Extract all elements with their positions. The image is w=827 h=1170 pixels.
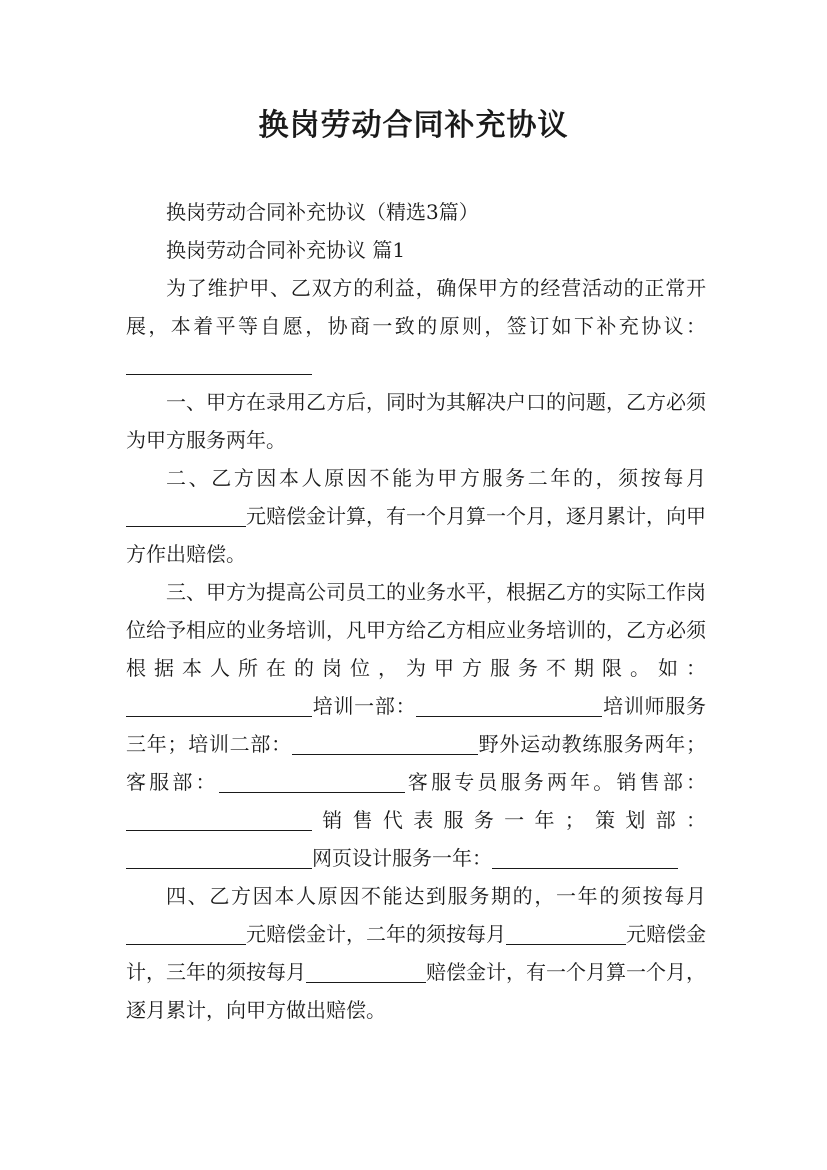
clause-2-text-1: 二、乙方因本人原因不能为甲方服务二年的，须按每月 — [166, 466, 706, 490]
clause-3-text-2: 培训一部： — [312, 694, 417, 718]
clause-3-text-4: 野外运动教练服务两年；客服部： — [126, 732, 707, 794]
training-dept-1-blank — [416, 692, 602, 717]
clause-3-text-7: 网页设计服务一年： — [312, 846, 492, 870]
sales-blank — [126, 806, 312, 831]
monthly-amount-blank — [126, 502, 246, 527]
clause-4-text-3: 元赔偿金计，三年的须按每月 — [126, 922, 706, 984]
intro-text: 为了维护甲、乙双方的利益，确保甲方的经营活动的正常开展，本着平等自愿，协商一致的原则，签订如下补充协议： — [126, 276, 706, 338]
clause-3 — [126, 573, 706, 877]
web-design-blank — [492, 844, 678, 869]
clause-3-text-3: 培训师服务三年；培训二部： — [126, 694, 707, 756]
two-year-amount-blank — [506, 920, 626, 945]
three-year-amount-blank — [306, 958, 426, 983]
section-heading: 换岗劳动合同补充协议 篇1 — [166, 238, 406, 262]
document-body — [126, 193, 706, 1029]
clause-2 — [126, 459, 706, 573]
intro-paragraph — [126, 269, 706, 383]
clause-4-text-4: 赔偿金计，有一个月算一个月，逐月累计，向甲方做出赔偿。 — [126, 960, 706, 1022]
clause-4-text-1: 四、乙方因本人原因不能达到服务期的，一年的须按每月 — [166, 884, 706, 908]
subtitle: 换岗劳动合同补充协议（精选3篇） — [166, 200, 479, 224]
clause-4 — [126, 877, 706, 1029]
clause-3-text-6: 销售代表服务一年；策划部： — [312, 808, 706, 832]
clause-2-text-2: 元赔偿金计算，有一个月算一个月，逐月累计，向甲方作出赔偿。 — [126, 504, 706, 566]
clause-3-text-5: 客服专员服务两年。销售部： — [404, 770, 707, 794]
training-blank-1 — [126, 692, 312, 717]
clause-4-text-2: 元赔偿金计，二年的须按每月 — [246, 922, 506, 946]
planning-blank — [126, 844, 312, 869]
clause-1: 一、甲方在录用乙方后，同时为其解决户口的问题，乙方必须为甲方服务两年。 — [126, 390, 706, 452]
document-title: 换岗劳动合同补充协议 — [258, 108, 569, 143]
clause-3-text-1: 三、甲方为提高公司员工的业务水平，根据乙方的实际工作岗位给予相应的业务培训，凡甲方给乙方相应业务培训的，乙方必须根据本人所在的岗位，为甲方服务不期限。如： — [126, 580, 706, 680]
agreement-blank — [126, 350, 312, 375]
customer-service-blank — [219, 768, 405, 793]
one-year-amount-blank — [126, 920, 246, 945]
training-dept-2-blank — [292, 730, 478, 755]
